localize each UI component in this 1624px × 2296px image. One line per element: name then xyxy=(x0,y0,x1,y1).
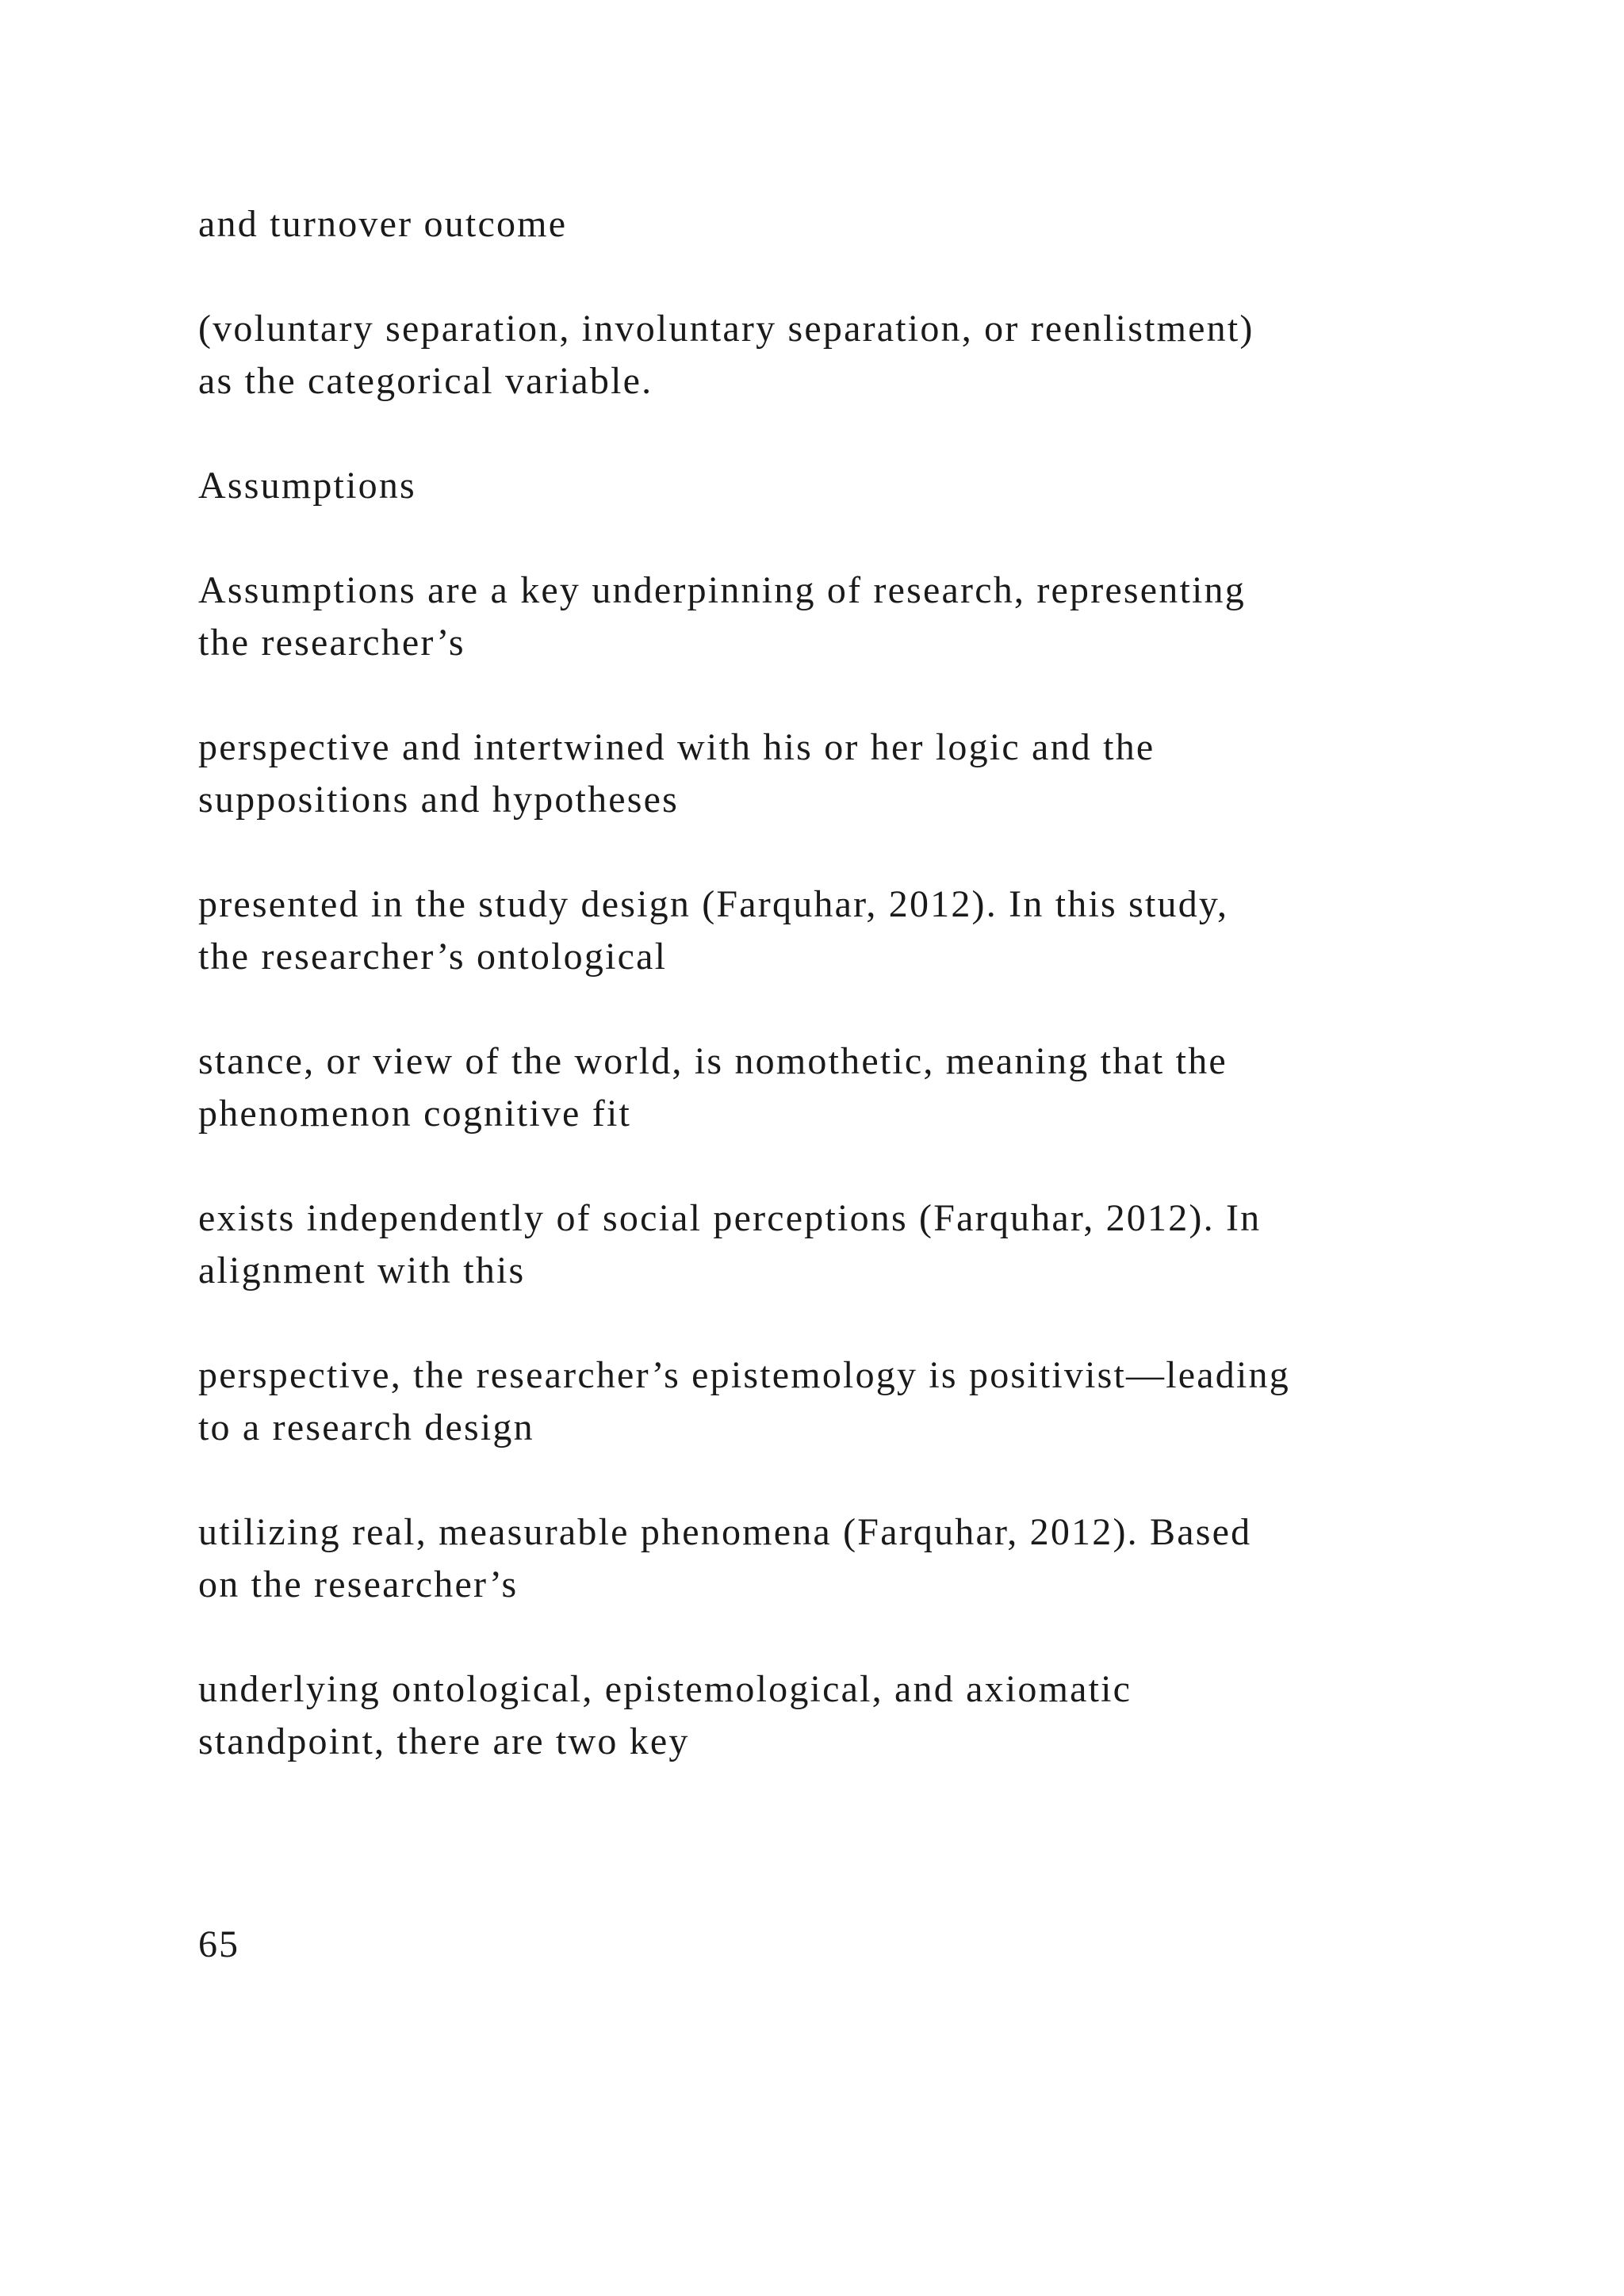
text-line: to a research design xyxy=(198,1406,534,1448)
text-line: perspective, the researcher’s epistemology is positivist—leading xyxy=(198,1354,1290,1396)
text-line: Assumptions are a key underpinning of research, representing xyxy=(198,569,1246,611)
text-line: underlying ontological, epistemological, and axiomatic xyxy=(198,1668,1132,1710)
paragraph-2 xyxy=(198,303,1254,408)
text-line: phenomenon cognitive fit xyxy=(198,1093,632,1135)
text-line: alignment with this xyxy=(198,1249,526,1292)
page-number: 65 xyxy=(198,1923,239,1965)
text-line: exists independently of social perceptions (Farquhar, 2012). In xyxy=(198,1197,1262,1239)
text-line: on the researcher’s xyxy=(198,1563,519,1605)
text-line: and turnover outcome xyxy=(198,203,568,245)
text-line: presented in the study design (Farquhar, 2012). In this study, xyxy=(198,883,1229,925)
text-line: suppositions and hypotheses xyxy=(198,779,680,821)
text-line: the researcher’s xyxy=(198,622,465,664)
text-line: perspective and intertwined with his or her logic and the xyxy=(198,726,1155,768)
paragraph-10 xyxy=(198,1506,1251,1611)
text-line: as the categorical variable. xyxy=(198,360,653,402)
text-line: standpoint, there are two key xyxy=(198,1720,690,1762)
text-line: the researcher’s ontological xyxy=(198,936,668,978)
paragraph-9 xyxy=(198,1349,1290,1454)
paragraph-7 xyxy=(198,1035,1228,1140)
section-heading-assumptions xyxy=(198,460,416,512)
text-line: utilizing real, measurable phenomena (Farquhar, 2012). Based xyxy=(198,1511,1252,1553)
text-line: Assumptions xyxy=(198,465,416,507)
paragraph-6 xyxy=(198,878,1228,983)
paragraph-4 xyxy=(198,564,1246,669)
paragraph-1 xyxy=(198,198,567,251)
paragraph-5 xyxy=(198,721,1155,826)
paragraph-11 xyxy=(198,1663,1132,1768)
text-line: (voluntary separation, involuntary separation, or reenlistment) xyxy=(198,308,1254,350)
text-line: stance, or view of the world, is nomothetic, meaning that the xyxy=(198,1040,1228,1082)
paragraph-8 xyxy=(198,1192,1261,1297)
